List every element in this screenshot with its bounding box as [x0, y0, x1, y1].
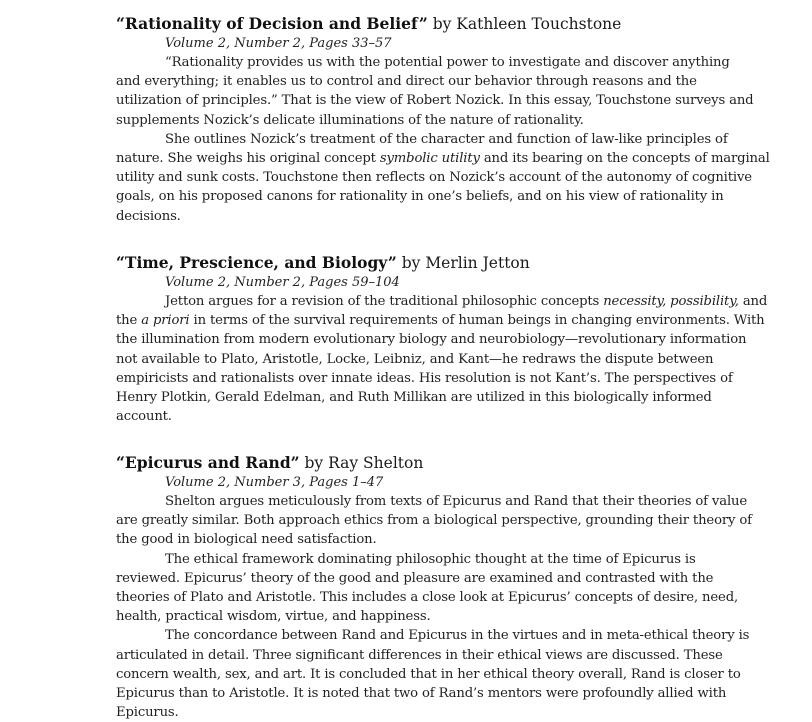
abstract-line	[116, 607, 716, 626]
text-run: Shelton argues meticulously from texts of Epicurus and Rand that their theories of value	[165, 494, 748, 509]
article-author: by Merlin Jetton	[396, 254, 530, 272]
abstract-line	[116, 588, 739, 607]
abstract-line	[116, 703, 716, 722]
text-run: in terms of the survival requirements of human beings in changing environments. With	[189, 313, 765, 329]
abstract-line	[116, 684, 727, 703]
abstract-line	[116, 407, 716, 426]
article-heading	[116, 253, 716, 273]
text-run: goals, on his proposed canons for rationality in one’s beliefs, and on his view of rationality in	[116, 189, 724, 205]
abstract-line	[116, 91, 754, 110]
article-author: by Kathleen Touchstone	[427, 15, 622, 33]
text-run: decisions.	[116, 208, 181, 224]
text-run: are greatly similar. Both approach ethics from a biological perspective, grounding their theory of	[116, 513, 752, 529]
abstract-line	[116, 369, 733, 388]
abstract-line	[116, 550, 716, 569]
article-heading	[116, 453, 716, 473]
italic-term: a priori	[141, 313, 190, 329]
abstract-line	[116, 187, 724, 206]
abstract-line	[116, 207, 716, 226]
text-run: supplements Nozick’s delicate illuminations of the nature of rationality.	[116, 112, 584, 128]
abstract-line	[116, 569, 716, 588]
abstract-line	[116, 149, 770, 168]
text-run: and	[738, 294, 768, 309]
abstract-line	[116, 53, 730, 72]
text-run: account.	[116, 409, 172, 425]
text-run: and everything; it enables us to control and direct our behavior through reasons and the	[116, 74, 697, 90]
abstract-line	[116, 130, 728, 149]
text-run: the good in biological need satisfaction.	[116, 532, 377, 548]
article-abstract	[116, 53, 770, 226]
abstract-line	[116, 350, 716, 369]
text-run: reviewed. Epicurus’ theory of the good and pleasure are examined and contrasted with the	[116, 570, 714, 586]
abstract-line	[116, 646, 723, 665]
text-run: Henry Plotkin, Gerald Edelman, and Ruth Millikan are utilized in this biologically informed	[116, 390, 712, 406]
text-run: The concordance between Rand and Epicurus in the virtues and in meta-ethical theory is	[165, 628, 750, 644]
abstract-line	[116, 168, 752, 187]
article-entry	[116, 14, 770, 226]
text-run: concern wealth, sex, and art. It is concluded that in her ethical theory overall, Rand is closer to	[116, 666, 741, 682]
article-entry	[116, 253, 768, 426]
abstract-line	[116, 492, 748, 511]
text-run: utility and sunk costs. Touchstone then reflects on Nozick’s account of the autonomy of cognitive	[116, 170, 752, 186]
text-run: the	[116, 313, 142, 329]
abstract-line	[116, 511, 752, 530]
abstract-line	[116, 665, 741, 684]
article-heading	[116, 14, 716, 34]
abstract-line	[116, 111, 716, 130]
text-run: The ethical framework dominating philosophic thought at the time of Epicurus is	[165, 551, 696, 567]
text-run: empiricists and rationalists over innate ideas. His resolution is not Kant’s. The perspectives of	[116, 370, 733, 386]
text-run: Epicurus than to Aristotle. It is noted that two of Rand’s mentors were profoundly allied with	[116, 686, 727, 702]
text-run: nature. She weighs his original concept	[116, 151, 380, 167]
article-title: “Time, Prescience, and Biology”	[116, 253, 397, 272]
text-run: She outlines Nozick’s treatment of the character and function of law-like principles of	[165, 131, 728, 147]
article-author: by Ray Shelton	[299, 454, 424, 472]
text-run: theories of Plato and Aristotle. This includes a close look at Epicurus’ concepts of desire, need,	[116, 590, 739, 606]
abstract-line	[116, 311, 765, 330]
abstract-line	[116, 292, 768, 311]
abstract-line	[116, 388, 716, 407]
article-title: “Epicurus and Rand”	[116, 453, 300, 472]
article-citation: Volume 2, Number 2, Pages 33–57	[165, 36, 392, 51]
text-run: the illumination from modern evolutionary biology and neurobiology—revolutionary information	[116, 332, 747, 348]
abstract-line	[116, 72, 716, 91]
abstract-line	[116, 330, 747, 349]
text-run: health, practical wisdom, virtue, and happiness.	[116, 609, 431, 625]
article-entry	[116, 453, 752, 722]
text-run: Epicurus.	[116, 705, 179, 721]
text-run: “Rationality provides us with the potential power to investigate and discover anything	[165, 55, 730, 70]
article-abstract	[116, 492, 752, 722]
text-run: Jetton argues for a revision of the traditional philosophic concepts	[165, 294, 604, 309]
text-run: not available to Plato, Aristotle, Locke, Leibniz, and Kant—he redraws the dispute between	[116, 351, 714, 367]
article-abstract	[116, 292, 768, 426]
article-citation: Volume 2, Number 3, Pages 1–47	[165, 475, 384, 490]
abstract-line	[116, 626, 750, 645]
italic-term: necessity, possibility,	[603, 294, 739, 309]
article-citation: Volume 2, Number 2, Pages 59–104	[165, 275, 400, 290]
text-run: utilization of principles.” That is the view of Robert Nozick. In this essay, Touchstone surveys and	[116, 93, 754, 109]
article-title: “Rationality of Decision and Belief”	[116, 14, 428, 33]
text-run: articulated in detail. Three significant differences in their ethical views are discussed. These	[116, 647, 723, 663]
italic-term: symbolic utility	[379, 151, 480, 167]
abstract-line	[116, 530, 716, 549]
text-run: and its bearing on the concepts of marginal	[479, 151, 770, 167]
